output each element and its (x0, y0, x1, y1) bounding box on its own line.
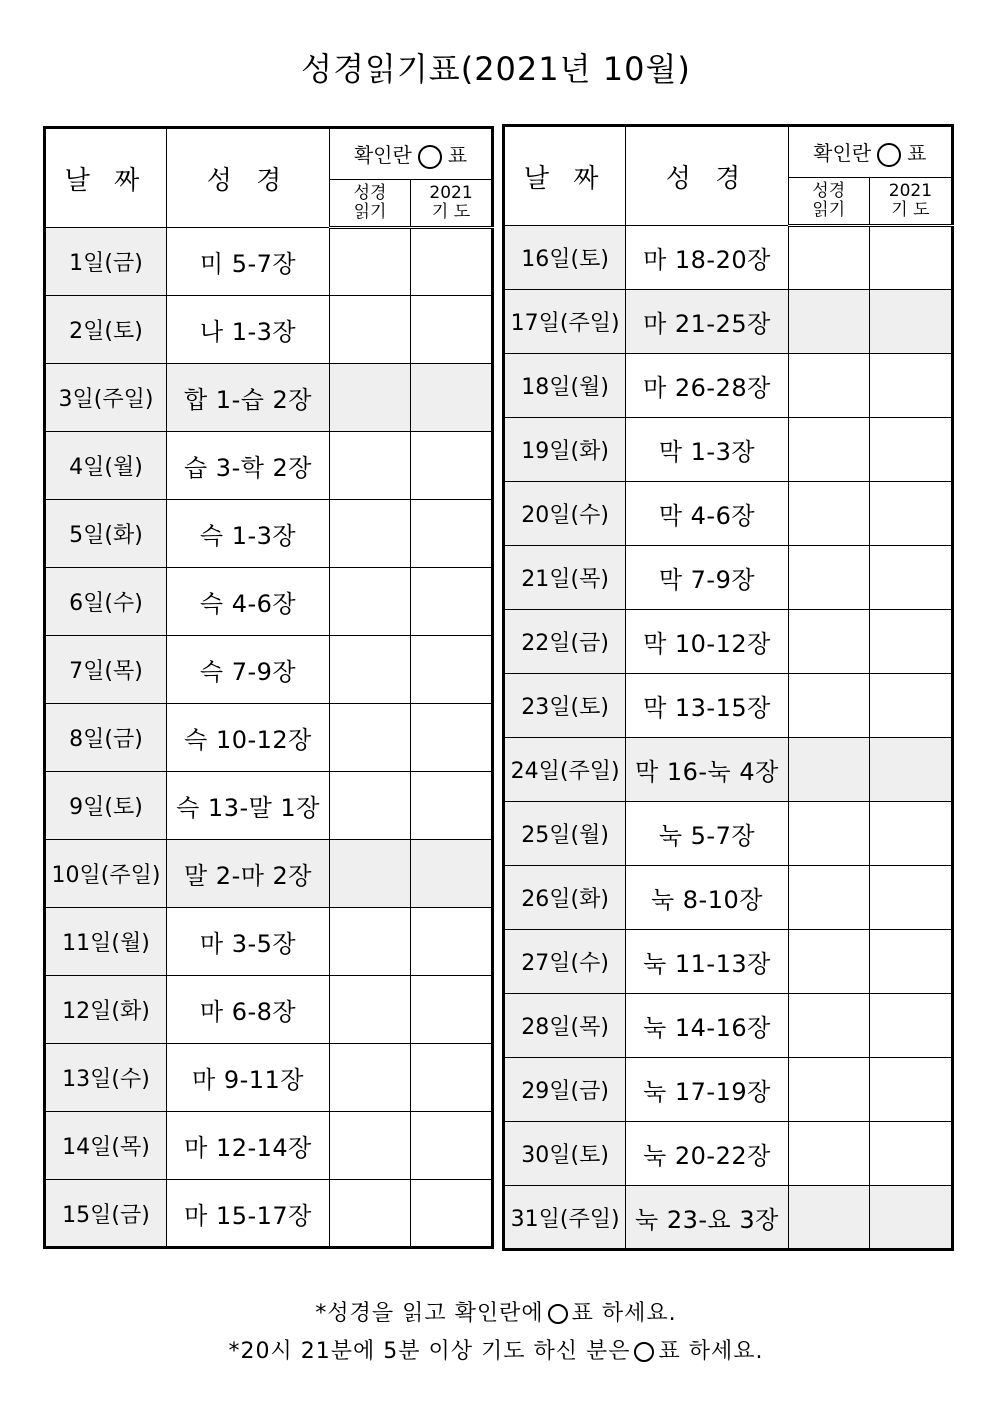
row-date: 8일(금) (45, 704, 167, 772)
row-date: 25일(월) (504, 802, 626, 866)
row-date: 1일(금) (45, 228, 167, 296)
header-bible: 성 경 (626, 126, 788, 226)
pray-check-box[interactable] (411, 908, 493, 976)
table-row (504, 866, 953, 930)
table-row (504, 1186, 953, 1250)
read-check-box[interactable] (330, 636, 411, 704)
row-passage: 눅 8-10장 (626, 866, 788, 930)
row-passage: 말 2-마 2장 (167, 840, 330, 908)
header-pray-line1: 2021 (429, 183, 473, 203)
row-date: 17일(주일) (504, 290, 626, 354)
read-check-box[interactable] (788, 1186, 869, 1250)
header-check-label: 확인란 (353, 143, 412, 168)
table-row (504, 226, 953, 290)
row-date: 16일(토) (504, 226, 626, 290)
row-passage: 미 5-7장 (167, 228, 330, 296)
read-check-box[interactable] (330, 500, 411, 568)
read-check-box[interactable] (788, 482, 869, 546)
header-read-line2: 읽기 (812, 200, 846, 220)
table-row (45, 296, 493, 364)
reading-table-left (43, 126, 494, 1249)
header-date: 날 짜 (45, 128, 167, 228)
read-check-box[interactable] (788, 738, 869, 802)
header-read-line2: 읽기 (353, 202, 387, 222)
row-date: 21일(목) (504, 546, 626, 610)
read-check-box[interactable] (788, 930, 869, 994)
note2-text: *20시 21분에 5분 이상 기도 하신 분은 (228, 1339, 631, 1364)
read-check-box[interactable] (788, 418, 869, 482)
row-date: 6일(수) (45, 568, 167, 636)
header-check-suffix: 표 (907, 141, 927, 166)
row-passage: 합 1-습 2장 (167, 364, 330, 432)
table-row (504, 354, 953, 418)
row-passage: 눅 14-16장 (626, 994, 788, 1058)
table-row (504, 290, 953, 354)
row-date: 13일(수) (45, 1044, 167, 1112)
read-check-box[interactable] (330, 976, 411, 1044)
row-passage: 막 7-9장 (626, 546, 788, 610)
row-passage: 마 15-17장 (167, 1180, 330, 1248)
read-check-box[interactable] (788, 994, 869, 1058)
table-row (45, 364, 493, 432)
pray-check-box[interactable] (869, 1058, 952, 1122)
row-date: 3일(주일) (45, 364, 167, 432)
row-date: 26일(화) (504, 866, 626, 930)
row-passage: 막 1-3장 (626, 418, 788, 482)
table-row (504, 802, 953, 866)
pray-check-box[interactable] (411, 296, 493, 364)
read-check-box[interactable] (330, 908, 411, 976)
header-pray (411, 180, 493, 228)
pray-check-box[interactable] (411, 500, 493, 568)
row-passage: 마 9-11장 (167, 1044, 330, 1112)
pray-check-box[interactable] (411, 1180, 493, 1248)
note2-suffix: 표 하세요. (658, 1339, 764, 1364)
row-passage: 마 18-20장 (626, 226, 788, 290)
row-passage: 눅 20-22장 (626, 1122, 788, 1186)
read-check-box[interactable] (330, 1180, 411, 1248)
pray-check-box[interactable] (869, 482, 952, 546)
read-check-box[interactable] (330, 704, 411, 772)
row-passage: 막 13-15장 (626, 674, 788, 738)
read-check-box[interactable] (330, 432, 411, 500)
note1-suffix: 표 하세요. (571, 1301, 677, 1326)
read-check-box[interactable] (330, 364, 411, 432)
table-row (504, 482, 953, 546)
row-date: 24일(주일) (504, 738, 626, 802)
pray-check-box[interactable] (869, 290, 952, 354)
row-passage: 막 4-6장 (626, 482, 788, 546)
table-row (504, 930, 953, 994)
read-check-box[interactable] (788, 1058, 869, 1122)
table-row (45, 1180, 493, 1248)
pray-check-box[interactable] (869, 674, 952, 738)
row-date: 22일(금) (504, 610, 626, 674)
pray-check-box[interactable] (411, 704, 493, 772)
table-row (45, 432, 493, 500)
instruction-note-1 (0, 1296, 992, 1327)
table-row (45, 1044, 493, 1112)
table-row (45, 228, 493, 296)
table-row (45, 500, 493, 568)
circle-mark-icon (634, 1342, 654, 1362)
pray-check-box[interactable] (411, 432, 493, 500)
row-passage: 슥 1-3장 (167, 500, 330, 568)
pray-check-box[interactable] (411, 228, 493, 296)
row-passage: 마 6-8장 (167, 976, 330, 1044)
table-row (504, 994, 953, 1058)
read-check-box[interactable] (330, 1112, 411, 1180)
read-check-box[interactable] (788, 866, 869, 930)
header-check (788, 126, 952, 178)
header-check-label: 확인란 (813, 141, 872, 166)
row-date: 15일(금) (45, 1180, 167, 1248)
row-passage: 눅 11-13장 (626, 930, 788, 994)
row-date: 10일(주일) (45, 840, 167, 908)
table-row (45, 908, 493, 976)
row-date: 5일(화) (45, 500, 167, 568)
circle-mark-icon (418, 145, 442, 169)
pray-check-box[interactable] (411, 1112, 493, 1180)
header-read (788, 178, 869, 226)
row-date: 20일(수) (504, 482, 626, 546)
row-date: 11일(월) (45, 908, 167, 976)
header-read-line1: 성경 (812, 181, 846, 201)
row-passage: 마 12-14장 (167, 1112, 330, 1180)
pray-check-box[interactable] (869, 1186, 952, 1250)
table-row (45, 704, 493, 772)
row-date: 14일(목) (45, 1112, 167, 1180)
row-date: 30일(토) (504, 1122, 626, 1186)
read-check-box[interactable] (788, 354, 869, 418)
row-date: 23일(토) (504, 674, 626, 738)
read-check-box[interactable] (788, 610, 869, 674)
table-row (45, 1112, 493, 1180)
row-passage: 슥 7-9장 (167, 636, 330, 704)
row-passage: 나 1-3장 (167, 296, 330, 364)
row-passage: 마 21-25장 (626, 290, 788, 354)
page-title: 성경읽기표(2021년 10월) (301, 50, 691, 88)
table-row (504, 1122, 953, 1186)
header-pray-line2: 기 도 (891, 200, 930, 220)
pray-check-box[interactable] (411, 636, 493, 704)
table-row (504, 418, 953, 482)
row-passage: 슥 13-말 1장 (167, 772, 330, 840)
table-row (45, 636, 493, 704)
read-check-box[interactable] (330, 1044, 411, 1112)
row-date: 4일(월) (45, 432, 167, 500)
table-row (45, 976, 493, 1044)
row-passage: 막 16-눅 4장 (626, 738, 788, 802)
pray-check-box[interactable] (869, 226, 952, 290)
read-check-box[interactable] (330, 296, 411, 364)
circle-mark-icon (877, 143, 901, 167)
pray-check-box[interactable] (869, 866, 952, 930)
table-row (504, 546, 953, 610)
pray-check-box[interactable] (869, 610, 952, 674)
read-check-box[interactable] (788, 674, 869, 738)
table-row (504, 1058, 953, 1122)
header-read-line1: 성경 (353, 183, 387, 203)
note1-text: *성경을 읽고 확인란에 (315, 1301, 544, 1326)
read-check-box[interactable] (330, 840, 411, 908)
header-bible: 성 경 (167, 128, 330, 228)
read-check-box[interactable] (330, 228, 411, 296)
row-date: 2일(토) (45, 296, 167, 364)
pray-check-box[interactable] (869, 1122, 952, 1186)
pray-check-box[interactable] (869, 418, 952, 482)
row-date: 27일(수) (504, 930, 626, 994)
read-check-box[interactable] (788, 802, 869, 866)
header-pray-line2: 기 도 (431, 202, 471, 222)
read-check-box[interactable] (788, 1122, 869, 1186)
read-check-box[interactable] (330, 772, 411, 840)
row-date: 18일(월) (504, 354, 626, 418)
table-row (45, 772, 493, 840)
pray-check-box[interactable] (869, 930, 952, 994)
row-date: 19일(화) (504, 418, 626, 482)
row-date: 7일(목) (45, 636, 167, 704)
row-passage: 눅 17-19장 (626, 1058, 788, 1122)
table-row (45, 840, 493, 908)
row-passage: 눅 23-요 3장 (626, 1186, 788, 1250)
circle-mark-icon (548, 1304, 568, 1324)
pray-check-box[interactable] (411, 568, 493, 636)
table-row (504, 738, 953, 802)
pray-check-box[interactable] (869, 802, 952, 866)
row-passage: 슥 4-6장 (167, 568, 330, 636)
row-date: 9일(토) (45, 772, 167, 840)
read-check-box[interactable] (330, 568, 411, 636)
row-date: 31일(주일) (504, 1186, 626, 1250)
row-passage: 막 10-12장 (626, 610, 788, 674)
header-check (330, 128, 493, 180)
row-date: 29일(금) (504, 1058, 626, 1122)
pray-check-box[interactable] (869, 546, 952, 610)
row-date: 12일(화) (45, 976, 167, 1044)
pray-check-box[interactable] (411, 840, 493, 908)
pray-check-box[interactable] (869, 994, 952, 1058)
table-row (504, 610, 953, 674)
header-date: 날 짜 (504, 126, 626, 226)
reading-table-right (502, 124, 954, 1251)
pray-check-box[interactable] (411, 976, 493, 1044)
row-passage: 습 3-학 2장 (167, 432, 330, 500)
row-passage: 마 3-5장 (167, 908, 330, 976)
header-pray (869, 178, 952, 226)
pray-check-box[interactable] (869, 738, 952, 802)
read-check-box[interactable] (788, 290, 869, 354)
row-passage: 슥 10-12장 (167, 704, 330, 772)
pray-check-box[interactable] (869, 354, 952, 418)
instruction-note-2 (0, 1334, 992, 1365)
read-check-box[interactable] (788, 226, 869, 290)
read-check-box[interactable] (788, 546, 869, 610)
table-row (45, 568, 493, 636)
header-pray-line1: 2021 (888, 181, 933, 201)
row-passage: 눅 5-7장 (626, 802, 788, 866)
header-read (330, 180, 411, 228)
row-date: 28일(목) (504, 994, 626, 1058)
pray-check-box[interactable] (411, 1044, 493, 1112)
row-passage: 마 26-28장 (626, 354, 788, 418)
header-check-suffix: 표 (447, 143, 468, 168)
pray-check-box[interactable] (411, 364, 493, 432)
table-row (504, 674, 953, 738)
pray-check-box[interactable] (411, 772, 493, 840)
